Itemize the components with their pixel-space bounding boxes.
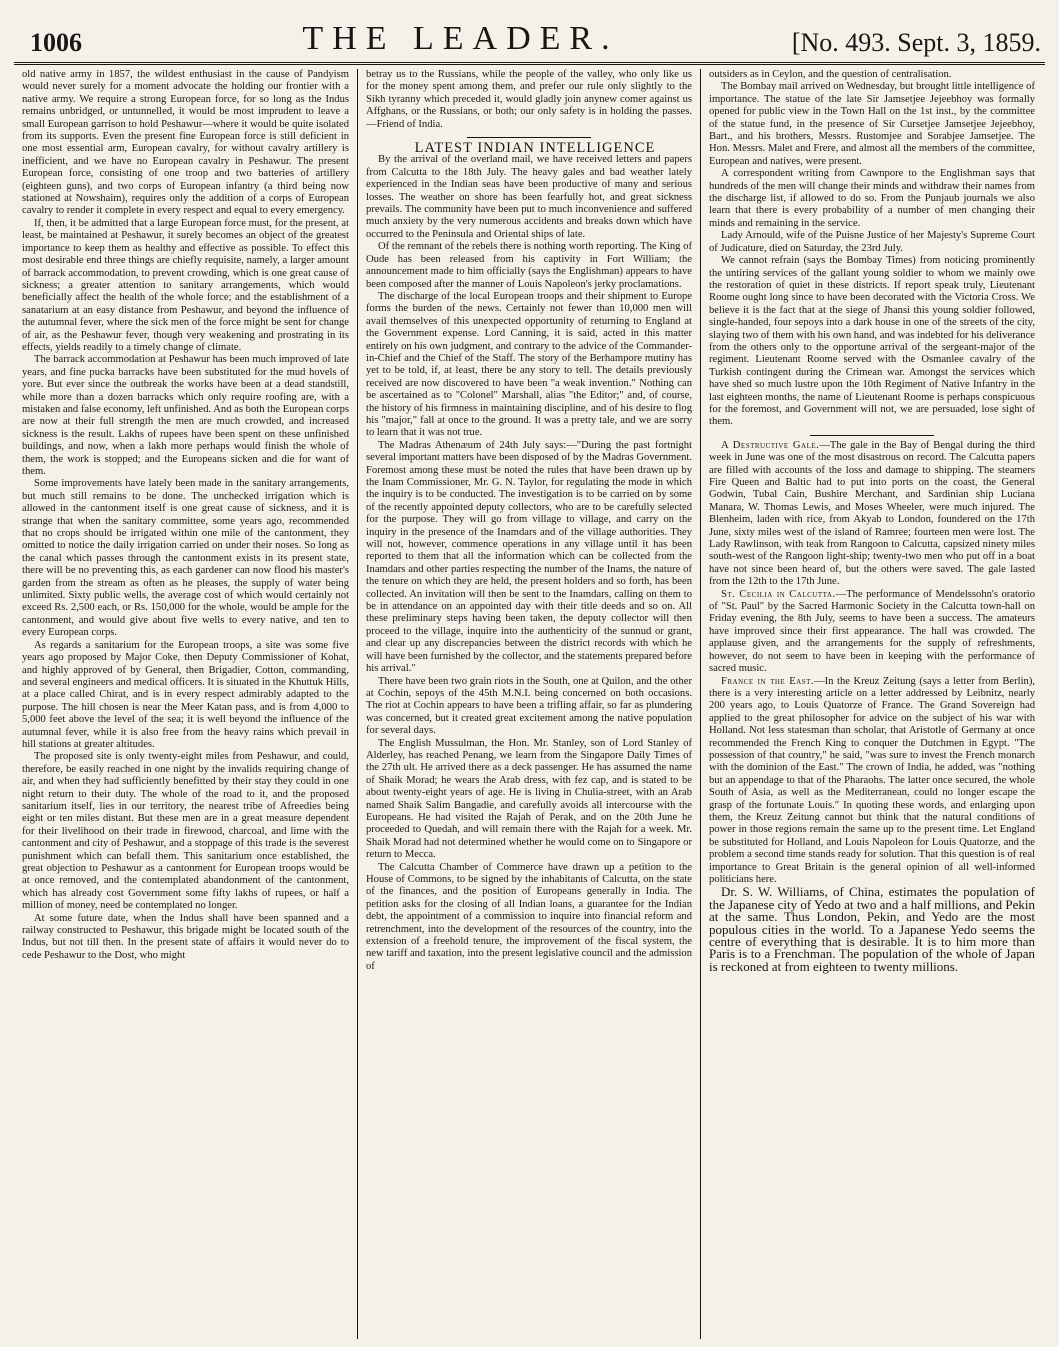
column-1 — [14, 69, 357, 1339]
news-item-text: —In the Kreuz Zeitung (says a letter from Berlin), there is a very interesting article on a letter addressed by Leibnitz, nearly 200 years ago, to Louis Quatorze of France. The Grand Sovereign had applied to the great philosopher for advice on the subject of his war with Holland. Not less statesman than scholar, that Aristotle of Germany at once recommended the French King to conquer the Dutchmen in Egypt. "The possession of that country," he said, "was sure to invest the French monarch with the dominion of the East." The crown of India, he added, was "nothing but an appendage to that of the Pharaohs. The latter once secured, the whole South of Asia, as well as the Mediterranean, could no longer escape the grasp of the fortunate Louis." In quoting these words, and enlarging upon them, the Kreuz Zeitung cannot but think that the natural conditions of power in those regions remain the same up to the present time. Let England be substituted for Holland, and Louis Napoleon for Louis Quatorze, and the problem a second time stands ready for solution. That this question is of real importance to Great Britain is the general opinion of all well-informed politicians here. — [709, 675, 1035, 885]
paragraph: Of the remnant of the rebels there is nothing worth reporting. The King of Oude has been released from his captivity in Fort William; the announcement made to him officially (says the Englishman) appears to have been composed after the manner of Louis Napoleon's jerky proclamations. — [366, 241, 692, 290]
paragraph: Some improvements have lately been made in the sanitary arrangements, but much still remains to be done. The unchecked irrigation which is allowed in the cantonment itself is one great cause of sickness, and it is strange that when the sanitary committee, some years ago, recommended that no crops should be irrigated within one mile of the cantonment, they omitted to notice the daily irrigation carried on under their noses. So long as the canal which passes through the cantonment exists in its present state, there will be no preventing this, as each gardener can now flood his master's garden from the stream as often as he pleases, the supply of water being unlimited. Sixty public wells, the average cost of which would certainly not exceed Rs. 2,500 each, or Rs. 150,000 for the whole, would be ample for the cantonment, and would give about five wells to every native, and ten to every European corps. — [22, 478, 349, 639]
paragraph: betray us to the Russians, while the people of the valley, who only like us for the money spent among them, and prefer our rule only slightly to the Sikh tyranny which preceded it, would gladly join anynew comer against us Affghans, or the Russians, or both; our only safety is in holding the passes.—Friend of India. — [366, 69, 692, 130]
section-rule — [810, 435, 934, 436]
news-item — [709, 440, 1035, 589]
page-number: 1006 — [30, 28, 82, 57]
news-item-text: —The gale in the Bay of Bengal during the third week in June was one of the most disastrous on record. The Calcutta papers are filled with accounts of the loss and damage to shipping. The steamers Fire Queen and Baltic had to put into ports on the coast, the General Godwin, Tubal Cain, Bushire Merchant, and Sardinian ship Luciana Manara, W. Thomas Lewis, and Moses Wheeler, were much injured. The Blenheim, laden with rice, from Akyab to London, foundered on the 17th June, sixty miles west of the island of Ramree; fourteen men were lost. The Lady Rawlinson, with teak from Rangoon to Calcutta, capsized ninety miles south-west of the Rangoon light-ship; twenty-two men who put off in a boat have not since been heard of, but the others were saved. The gale lasted from the 12th to the 17th June. — [709, 439, 1036, 588]
paragraph: The Calcutta Chamber of Commerce have drawn up a petition to the House of Commons, to be signed by the inhabitants of Calcutta, on the state of the finances, and the position of Europeans generally in India. The petition asks for the closing of all Indian loans, a guarantee for the Indian debt, the appointment of a commission to inquire into financial reform and retrenchment, into the development of the resources of the country, into the extension of a freehold tenure, the improvement of the fiscal system, the new tariff and taxation, into the present legislative council and the admission of — [366, 861, 692, 972]
news-item — [709, 589, 1035, 676]
paragraph: The barrack accommodation at Peshawur has been much improved of late years, and fine pucka barracks have been substituted for the mud hovels of yore. But ever since the outbreak the works have been at a dead standstill, while more than a dozen barracks which only require roofing are, with a mistaken and false economy, left unfinished. And as both the European corps are now at their full strength the men are much crowded, and increased sickness is the result. Lakhs of rupees have been spent on these unfinished buildings, and now, when a lakh more perhaps would finish the whole of them, the work is stopped; and the Europeans sicken and die for want of them. — [22, 354, 349, 477]
paragraph: As regards a sanitarium for the European troops, a site was some five years ago proposed by Major Coke, then Deputy Commissioner of Kohat, and highly approved of by General, then Brigadier, Cotton, commanding, and several engineers and medical officers. It is situated in the Khuttuk Hills, at a place called Chirat, and is in every respect admirably adapted to the purpose. The hill chosen is near the Meer Katan pass, and is from 4,000 to 5,000 feet above the level of the sea; it is well beyond the influence of the autumnal fever, while it is also free from the heavy rains which prevail in hill stations at greater altitudes. — [22, 639, 349, 750]
paragraph: A correspondent writing from Cawnpore to the Englishman says that hundreds of the men will change their minds and withdraw their names from the discharge list, if allowed to do so. From the Punjaub journals we also learn that there is every probability of a number of men changing their minds and remaining in the service. — [709, 168, 1035, 229]
masthead — [14, 14, 1045, 65]
paragraph: outsiders as in Ceylon, and the question of centralisation. — [709, 69, 952, 80]
paragraph: The proposed site is only twenty-eight miles from Peshawur, and could, therefore, be easily reached in one night by the invalids requiring change of air, and when they had sufficiently benefitted by their stay they could in one night return to their duty. The whole of the road to it, and the proposed sanitarium itself, lies in our territory, the nearest tribe of Afreedies being eight or ten miles distant. But these men are in a great measure dependent for their livelihood on their trade in firewood, charcoal, and lime with the cantonment and city of Peshawur, and a stoppage of this trade is the severest punishment which can befall them. This sanitarium once established, the great objection to Peshawur as a cantonment for European troops would be at once removed, and the contemplated abandonment of the cantonment, which has already cost Government some fifty lakhs of rupees, or half a million of money, need be contemplated no longer. — [22, 751, 349, 912]
issue-date: [No. 493. Sept. 3, 1859. — [791, 28, 1041, 57]
paragraph: If, then, it be admitted that a large European force must, for the present, at least, be maintained at Peshawur, it surely becomes an object of the greatest importance to keep them as healthy and effective as possible. To effect this most desirable end three things are chiefly requisite, namely, a larger amount of barrack accommodation, to prevent crowding, which is one great cause of sickness; a greater attention to sanitary arrangements, which would beneficially affect the health of the whole force; and the establishment of a sanatarium at an easy distance from Peshawur, and beyond the influence of the autumnal fever, where the sick men of the force might be sent for change of air, as the Peshawur fever, though very weakening and prostrating in its effects, yields readily to a timely change of climate. — [22, 217, 349, 353]
paragraph: The Madras Athenæum of 24th July says:—"During the past fortnight several important matters have been disposed of by the Madras Government. Foremost among these must be noted the rules that have been drawn up by the Inam Commissioner, Mr. G. N. Taylor, for regulating the mode in which the inquiry is to be conducted. The investigation is to be carried on by some of the recently appointed deputy collectors, who are to be carefully selected for the purpose. They will go from village to village, and carry on the inquiry in the presence of the Inamdars and of the village authorities. They will not, however, commence operations in any village until it has been reported to them that all the information which can be collected from the Inamdars and other parties respecting the number of the Inams, the nature of the tenure on which they are held, the present holders and so forth, has been collected. An invitation will then be sent to the Inamdars, calling on them to be in attendance on an appointed day with their title deeds and so on. All these preliminary steps having been taken, the deputy collector will then proceed to the village, inquire into the authenticity of the sunnud or grant, and clear up any discrepancies between the district records with which he will have been furnished by the collector, and the statements prepared before his arrival." — [366, 439, 692, 675]
article-columns — [14, 69, 1045, 1339]
paragraph: At some future date, when the Indus shall have been spanned and a railway constructed to Peshawur, this brigade might be located south of the Indus, but not till then. In the present state of affairs it would never do to cede Peshawur to the Dost, who might — [22, 912, 349, 961]
paragraph: The discharge of the local European troops and their shipment to Europe forms the burden of the news. Certainly not fewer than 10,000 men will avail themselves of this unexpected opportunity of returning to England at the Government expense. Lord Canning, it is said, acted in this matter entirely on his own judgment, and contrary to the advice of the Commander-in-Chief and the Chief of the Staff. The story of the Berhampore mutiny has yet to be told, if, at least, there be any story to tell. The details previously received are now discovered to have been "a weak invention." Nothing can be ascertained as to "Colonel" Marshall, alias "the Editor;" and, of course, the history of his firmness in maintaining discipline, and of his desire to flog his "major," fall at once to the ground. It was a pretty tale, and we are sorry to learn that it was not true. — [366, 290, 692, 439]
paragraph: old native army in 1857, the wildest enthusiast in the cause of Pandyism would never surely for a moment advocate the holding our frontier with a native army. We require a strong European force, for so long as the Indus remains unbridged, or untunnelled, it would be most imprudent to leave a small European garrison to hold Peshawur—where it would be quite isolated from its supports. Even the present fine European force is still deficient in one most essential arm, European cavalry, for without cavalry artillery is inefficient, and we have no European cavalry in Peshawur. The present European force, consisting of one troop and two batteries of artillery (eighteen guns), and two corps of European infantry (a third being now stationed at Nowshaim), requires only the addition of a corps of European cavalry to render it complete in every respect and equal to every emergency. — [22, 69, 349, 217]
section-rule — [467, 137, 591, 138]
paragraph: By the arrival of the overland mail, we have received letters and papers from Calcutta to the 18th July. The heavy gales and bad weather lately experienced in the Indian seas have been productive of many and serious losses. The weather on shore has been fearfully hot, and great sickness prevails. The community have been put to much inconvenience and suffered much anxiety by the very numerous accidents and breaks down which have occurred to the Peninsula and Oriental ships of late. — [366, 154, 692, 240]
news-item — [709, 676, 1035, 887]
paragraph: Dr. S. W. Williams, of China, estimates the population of the Japanese city of Yedo at two and a half millions, and Pekin at the same. Thus London, Pekin, and Yedo are the most populous cities in the world. To a Japanese Yedo seems the centre of everything that is desirable. It is to him more than Paris is to a Frenchman. The population of the whole of Japan is reckoned at from eighteen to twenty millions. — [709, 884, 1035, 974]
news-item-text: —The performance of Mendelssohn's oratorio of "St. Paul" by the Sacred Harmonic Society in the Calcutta town-hall on Friday evening, the 8th July, seems to have been a success. The amateurs have improved since their first appearance. The hall was crowded. The applause given, and the arrangements for the supply of refreshments, however, do not seem to have been in keeping with the performance of sacred music. — [709, 588, 1036, 675]
section-heading: LATEST INDIAN INTELLIGENCE — [414, 140, 656, 157]
paragraph: The English Mussulman, the Hon. Mr. Stanley, son of Lord Stanley of Alderley, has reached Penang, we learn from the Singapore Daily Times of the 27th ult. He arrived there as a deck passenger. He has assumed the name of Shaik Morad; he wears the Arab dress, with fez cap, and is stated to be about twenty-eight years of age. He is living in Chulia-street, with an Arab named Shaik Salim Bangadie, and carefully avoids all intercourse with the Europeans. He had visited the Rajah of Perak, and on the 20th June he proceeded to Quedah, and will remain there with the Rajah for a week. Mr. Shaik Morad had not determined whether he would come on to Singapore or return to Mecca. — [366, 737, 692, 861]
news-item-title: France in the East. — [721, 675, 815, 687]
paragraph: There have been two grain riots in the South, one at Quilon, and the other at Cochin, sepoys of the 45th M.N.I. being concerned on both occasions. The riot at Cochin appears to have been a trifling affair, so far as plundering was concerned, but it created great excitement among the native population for several days. — [366, 675, 692, 737]
column-2 — [357, 69, 700, 1339]
news-item-title: A Destructive Gale. — [721, 439, 820, 451]
paragraph: Lady Arnould, wife of the Puisne Justice of her Majesty's Supreme Court of Judicature, died on Saturday, the 23rd July. — [709, 230, 1035, 254]
paragraph: We cannot refrain (says the Bombay Times) from noticing prominently the untiring services of the gallant young soldier to whom we mainly owe the restoration of quiet in these districts. If report speak truly, Lieutenant Roome ought long since to have been decorated with the Victoria Cross. We believe it is the fact that at the siege of Jhansi this young soldier followed, single-handed, four sepoys into a dark house in one of the streets of the city, slaying two of them with his own hand, and was indebted for his deliverance from the others only to the opportune arrival of the sergeant-major of the regiment. Lieutenant Roome served with the Osmanlee cavalry of the Turkish contingent during the Crimean war. Amongst the services which have shed so much lustre upon the 10th Regiment of Native Infantry in the last eighteen months, the name of Lieutenant Roome is perhaps conspicuous for the foremost, and Government will not, we are persuaded, lose sight of them. — [709, 255, 1035, 428]
column-3 — [700, 69, 1043, 1339]
news-item-title: St. Cecilia in Calcutta. — [721, 588, 836, 600]
newspaper-title: THE LEADER. — [302, 20, 619, 57]
paragraph: The Bombay mail arrived on Wednesday, but brought little intelligence of importance. The statue of the late Sir Jamsetjee Jejeebhoy was formally opened for public view in the Town Hall on the 1st inst., by the committee of the statue fund, in the presence of Sir Cursetjee Jamsetjee Jejeebhoy, Bart., and his brothers, Messrs. Rustomjee and Sorabjee Jamsetjee. The Hon. Messrs. Malet and Frere, and almost all the members of the committee, European and natives, were present. — [709, 81, 1035, 167]
